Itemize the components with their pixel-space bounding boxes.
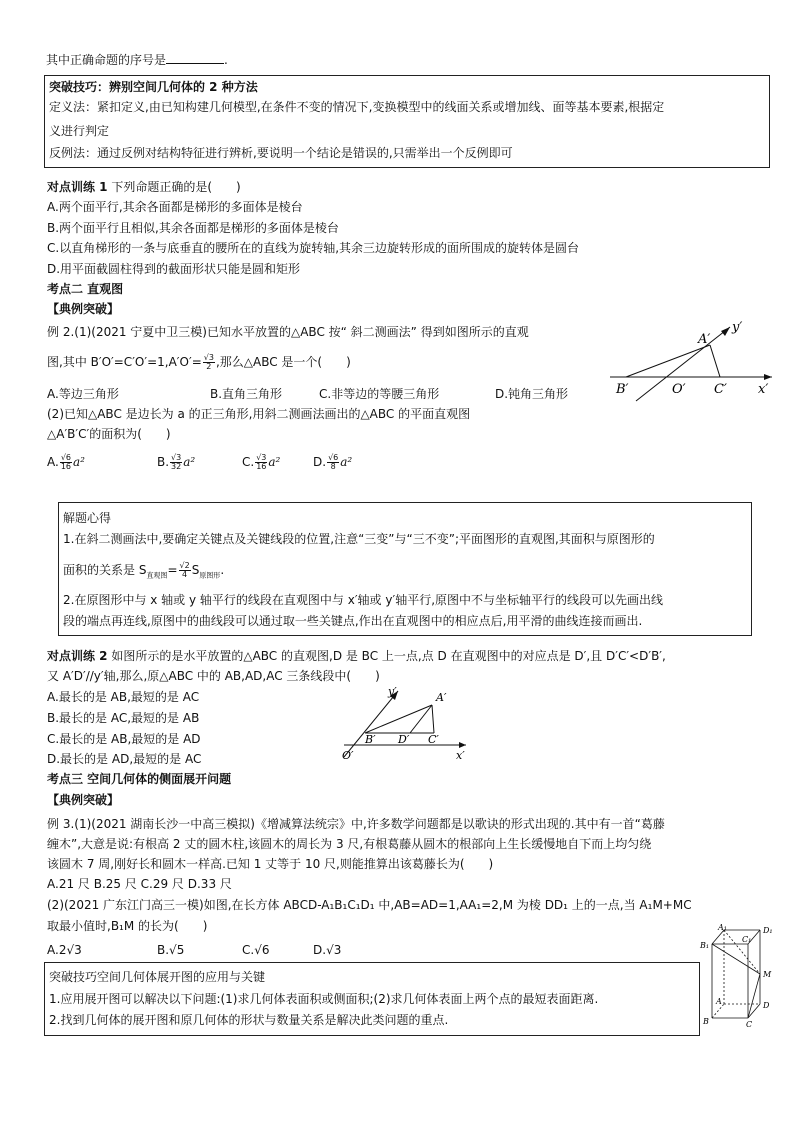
section-3-title: 考点三 空间几何体的侧面展开问题 [47,772,232,786]
example-2-part2-option-b[interactable]: B. $\frac{√3}{32}$ a² [157,453,196,471]
example-3-part2-line1: (2)(2021 广东江门高三一模)如图,在长方体 ABCD-A₁B₁C₁D₁ 中,AB=AD=1,AA₁=2,M 为棱 DD₁ 上的一点,当 A₁M+MC [47,898,692,912]
exercise-2-option-c[interactable]: C.最长的是 AB,最短的是 AD [47,732,201,746]
insight-point1: 1.在斜二测画法中,要确定关键点及关键线段的位置,注意“三变”与“三不变”;平面图形的直观图,其面积与原图形的 [63,532,655,546]
unfolding-point2: 2.找到几何体的展开图和原几何体的形状与数量关系是解决此类问题的重点. [49,1013,449,1027]
example-2-option-a[interactable]: A.等边三角形 [47,387,119,401]
x-axis-arrow [764,374,772,380]
exercise-1-option-b[interactable]: B.两个面平行且相似,其余各面都是梯形的多面体是棱台 [47,221,339,235]
insight-point2-line2: 段的端点再连线,原图中的曲线段可以通过取一些关键点,作出在直观图中的相应点后,用平滑的曲线连接而画出. [63,614,643,628]
exercise-2-option-d[interactable]: D.最长的是 AD,最短的是 AC [47,752,202,766]
segment-ba [626,345,710,377]
label-b: B [703,1017,709,1026]
label-a: A′ [698,332,711,347]
label-o: O′ [672,382,686,397]
example-2-option-d[interactable]: D.钝角三角形 [495,387,569,401]
insight-point2-line1: 2.在原图形中与 x 轴或 y 轴平行的线段在直观图中与 x′轴或 y′轴平行,原图中不与坐标轴平行的线段可以先画出线 [63,593,664,607]
example-3-part2-option-a[interactable]: A.2√3 [47,943,82,957]
label-d: D′ [398,733,410,746]
y-axis-line [344,691,398,757]
label-y: y′ [388,685,397,698]
example-3-options[interactable]: A.21 尺 B.25 尺 C.29 尺 D.33 尺 [47,877,232,891]
example-2-part2-option-a[interactable]: A. $\frac{√6}{16}$ a² [47,453,85,471]
label-o: O′ [342,749,354,761]
figure-cuboid [698,924,782,1030]
figure-triangle-abc [338,683,478,761]
example-3-line3: 该圆木 7 周,刚好长和圆木一样高.已知 1 丈等于 10 尺,则能推算出该葛藤长为( ) [47,857,494,871]
segment-ac [710,345,720,377]
label-c: C [746,1020,753,1029]
exercise-1-stem: 对点训练 1 下列命题正确的是( ) [47,180,241,194]
example-2-part2-option-c[interactable]: C. $\frac{√3}{16}$ a² [242,453,281,471]
example-2-part2-line2: △A′B′C′的面积为( ) [47,427,171,441]
example-3-part2-option-d[interactable]: D.√3 [313,943,342,957]
label-b: B′ [365,733,376,746]
section-2-tag: 【典例突破】 [47,302,120,316]
insight-point1-formula: 面积的关系是 $S_{直观图}=$ $\frac{√2}{4}$ $S_{原图形}$. [63,561,225,580]
example-2-option-c[interactable]: C.非等边的等腰三角形 [319,387,440,401]
example-3-part2-option-c[interactable]: C.√6 [242,943,270,957]
exercise-1-option-d[interactable]: D.用平面截圆柱得到的截面形状只能是圆和矩形 [47,262,301,276]
tip-definition-line2: 义进行判定 [49,124,110,138]
label-c1: C₁ [742,935,752,944]
question-text: 其中正确命题的序号是 [46,53,167,67]
example-3-line1: 例 3.(1)(2021 湖南长沙一中高三模拟)《增减算法统宗》中,许多数学问题都是以歌诀的形式出现的.其中有一首“葛藤 [47,817,665,831]
example-3-part2-line2: 取最小值时,B₁M 的长为( ) [47,919,208,933]
segment-ac [432,705,434,733]
insight-title: 解题心得 [63,511,112,525]
example-3-part2-option-b[interactable]: B.√5 [157,943,185,957]
section-3-tag: 【典例突破】 [47,793,120,807]
exercise-1-option-c[interactable]: C.以直角梯形的一条与底垂直的腰所在的直线为旋转轴,其余三边旋转形成的面所围成的旋转体是圆台 [47,241,580,255]
x-axis-arrow [459,742,466,748]
label-x: x′ [456,749,465,761]
blank-question-line: 其中正确命题的序号是 . [46,53,228,67]
example-2-option-b[interactable]: B.直角三角形 [210,387,283,401]
label-a: A [716,997,722,1006]
exercise-1-option-a[interactable]: A.两个面平行,其余各面都是梯形的多面体是棱台 [47,200,303,214]
example-2-part2-option-d[interactable]: D. $\frac{√6}{8}$ a² [313,453,353,471]
example-2-part2-line1: (2)已知△ABC 是边长为 a 的正三角形,用斜二测画法画出的△ABC 的平面直观图 [47,407,471,421]
answer-blank[interactable] [166,51,224,64]
label-c: C′ [428,733,439,746]
exercise-2-stem-line1: 对点训练 2 如图所示的是水平放置的△ABC 的直观图,D 是 BC 上一点,点 D 在直观图中的对应点是 D′,且 D′C′<D′B′, [47,649,666,663]
figure-oblique-triangle [600,315,780,405]
exercise-2-option-b[interactable]: B.最长的是 AC,最短的是 AB [47,711,200,725]
label-m: M [763,970,772,979]
label-a: A′ [436,691,447,704]
label-d1: D₁ [763,926,773,935]
unfolding-point1: 1.应用展开图可以解决以下问题:(1)求几何体表面积或侧面积;(2)求几何体表面上两个点的最短表面距离. [49,992,599,1006]
label-c: C′ [714,382,727,397]
label-a1: A₁ [718,924,727,932]
label-y: y′ [732,320,743,335]
label-b: B′ [616,382,629,397]
example-3-line2: 缠木”,大意是说:有根高 2 丈的圆木柱,该圆木的周长为 3 尺,有根葛藤从圆木的根部向上生长缓慢地自下而上均匀绕 [47,837,652,851]
tip-definition-line1: 定义法：紧扣定义,由已知构建几何模型,在条件不变的情况下,变换模型中的线面关系或增加线、面等基本要素,根据定 [49,100,665,114]
label-d: D [763,1001,770,1010]
y-axis-arrow [721,327,730,336]
exercise-2-option-a[interactable]: A.最长的是 AB,最短的是 AC [47,690,200,704]
example-2-line1: 例 2.(1)(2021 宁夏中卫三模)已知水平放置的△ABC 按“ 斜二测画法” 得到如图所示的直观 [47,325,529,339]
unfolding-title: 突破技巧空间几何体展开图的应用与关键 [49,970,266,984]
label-b1: B₁ [700,941,710,950]
fraction-sqrt3-over-2: $\frac{√3}{2}$ [203,353,214,371]
tip-counterexample: 反例法：通过反例对结构特征进行辨析,要说明一个结论是错误的,只需举出一个反例即可 [49,146,513,160]
example-2-line2: 图,其中 B′O′=C′O′=1,A′O′= $\frac{√3}{2}$ ,那么△ABC 是一个( ) [47,353,351,371]
tip-title: 突破技巧：辨别空间几何体的 2 种方法 [49,80,258,94]
label-x: x′ [758,382,769,397]
section-2-title: 考点二 直观图 [47,282,124,296]
exercise-2-stem-line2: 又 A′D′//y′轴,那么,原△ABC 中的 AB,AD,AC 三条线段中( ) [47,669,380,683]
